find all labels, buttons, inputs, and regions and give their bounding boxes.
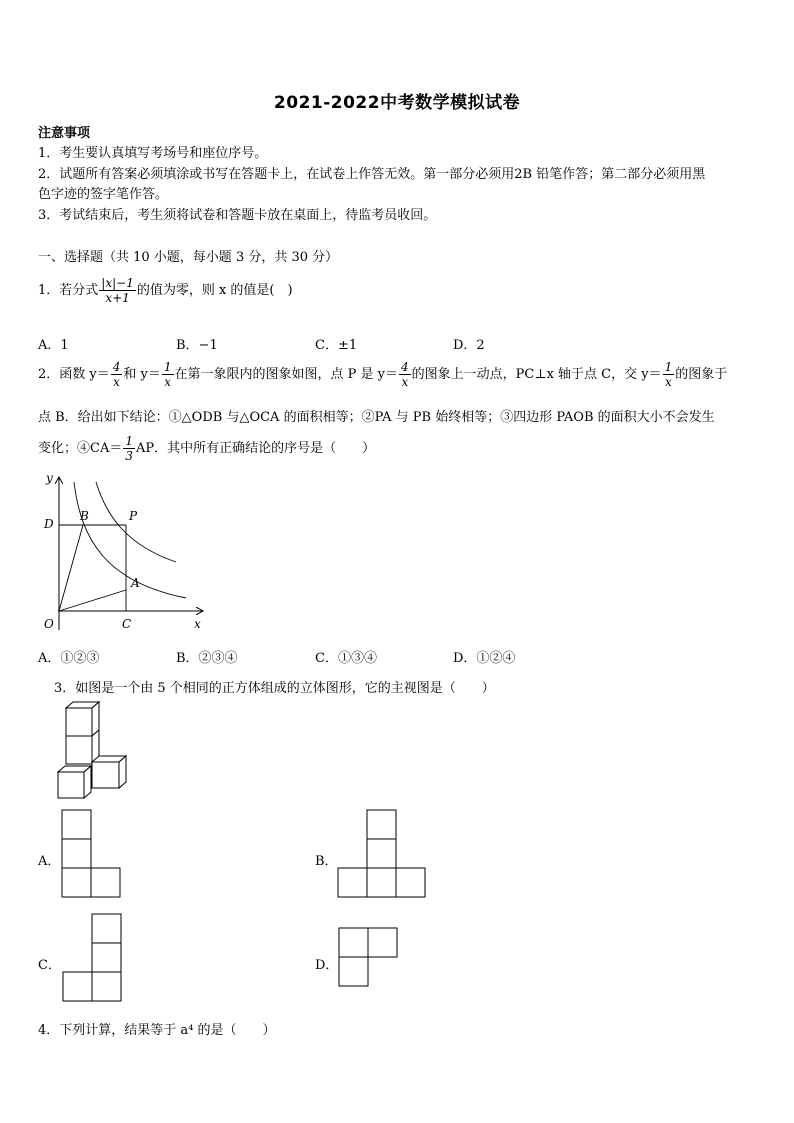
q3-option-a-figure	[60, 808, 124, 900]
q2-frac-2-num: 1	[163, 360, 172, 374]
label-y: y	[46, 471, 53, 485]
q3-option-b[interactable]: B．	[315, 854, 338, 869]
notice-item-1: 1．考生要认真填写考场号和座位序号。	[38, 146, 268, 161]
q2-frac-4-den: x	[663, 374, 675, 389]
question-2-line-3	[38, 434, 375, 463]
notice-item-2: 2．试题所有答案必须填涂或书写在答题卡上，在试卷上作答无效。第一部分必须用2B 铅笔作答；第二部分必须用黑	[38, 167, 706, 182]
q3-option-d[interactable]: D．	[315, 958, 339, 973]
label-P: P	[129, 509, 138, 523]
section-heading: 一、选择题（共 10 小题，每小题 3 分，共 30 分）	[38, 250, 339, 265]
q2-option-d[interactable]: D．①②④	[453, 651, 516, 666]
q2-option-c[interactable]: C．①③④	[315, 651, 377, 666]
q2-frac-1-den: x	[111, 374, 123, 389]
question-2-line-2: 点 B．给出如下结论：①△ODB 与△OCA 的面积相等；②PA 与 PB 始终相等；③四边形 PAOB 的面积大小不会发生	[38, 410, 715, 425]
q2-frac-1	[111, 360, 123, 389]
q2-frac-3-den: x	[399, 374, 411, 389]
q2-frac-3-num: 4	[401, 360, 409, 374]
question-3: 3．如图是一个由 5 个相同的正方体组成的立体图形，它的主视图是（ ）	[54, 681, 495, 696]
q2-option-a[interactable]: A．①②③	[38, 651, 100, 666]
q2-text-1: 2．函数 y＝	[38, 367, 110, 382]
label-D: D	[44, 517, 54, 531]
q2-text-5: 的图象于	[675, 367, 728, 382]
label-x: x	[194, 617, 201, 631]
q1-option-a[interactable]: A．1	[38, 338, 69, 353]
q2-frac-5	[123, 434, 135, 463]
q3-option-a[interactable]: A．	[38, 854, 61, 869]
line-OB	[59, 525, 83, 611]
q2-text-4: 的图象上一动点，PC⊥x 轴于点 C，交 y＝	[411, 367, 662, 382]
line-OA	[59, 590, 126, 611]
label-A: A	[131, 576, 140, 590]
q1-option-c[interactable]: C．±1	[315, 338, 358, 353]
notice-item-2-cont: 色字迹的签字笔作答。	[38, 187, 169, 202]
q2-frac-2-den: x	[162, 374, 174, 389]
label-B: B	[80, 509, 89, 523]
q2-line3-a: 变化；④CA＝	[38, 441, 123, 456]
q2-text-2: 和 y＝	[123, 367, 161, 382]
curve-y-1-over-x	[74, 482, 186, 598]
q1-prefix: 1．若分式	[38, 283, 99, 298]
q2-option-b[interactable]: B．②③④	[176, 651, 238, 666]
q1-fraction	[99, 276, 136, 305]
page-title: 2021-2022中考数学模拟试卷	[273, 93, 521, 113]
q2-frac-2	[162, 360, 174, 389]
notice-item-3: 3．考试结束后，考生须将试卷和答题卡放在桌面上，待监考员收回。	[38, 208, 437, 223]
question-4: 4．下列计算，结果等于 a⁴ 的是（ ）	[38, 1023, 276, 1038]
q3-option-c-figure	[60, 912, 126, 1004]
q1-option-b[interactable]: B．−1	[176, 338, 218, 353]
q3-cube-figure	[54, 700, 134, 802]
q2-frac-1-num: 4	[112, 360, 121, 374]
label-O: O	[44, 617, 54, 631]
q2-frac-3	[399, 360, 411, 389]
q3-option-b-figure	[336, 808, 430, 900]
q2-line3-b: AP．其中所有正确结论的序号是（ ）	[135, 441, 376, 456]
q3-option-c[interactable]: C．	[38, 958, 61, 973]
q1-frac-num: |x|−1	[101, 276, 134, 290]
q2-frac-5-den: 3	[125, 449, 133, 463]
q2-frac-4-num: 1	[664, 360, 673, 374]
notice-heading: 注意事项	[38, 126, 91, 141]
q1-option-d[interactable]: D．2	[453, 338, 485, 353]
q1-frac-den: x+1	[99, 290, 136, 305]
q2-frac-5-num: 1	[125, 434, 133, 448]
q3-option-d-figure	[336, 926, 402, 990]
q2-function-graph	[36, 470, 216, 636]
q2-frac-4	[663, 360, 675, 389]
question-2-line-1	[38, 360, 727, 389]
question-1	[38, 276, 293, 305]
q2-text-3: 在第一象限内的图象如图，点 P 是 y＝	[174, 367, 399, 382]
label-C: C	[122, 617, 132, 631]
q1-suffix: 的值为零，则 x 的值是( )	[136, 283, 293, 298]
